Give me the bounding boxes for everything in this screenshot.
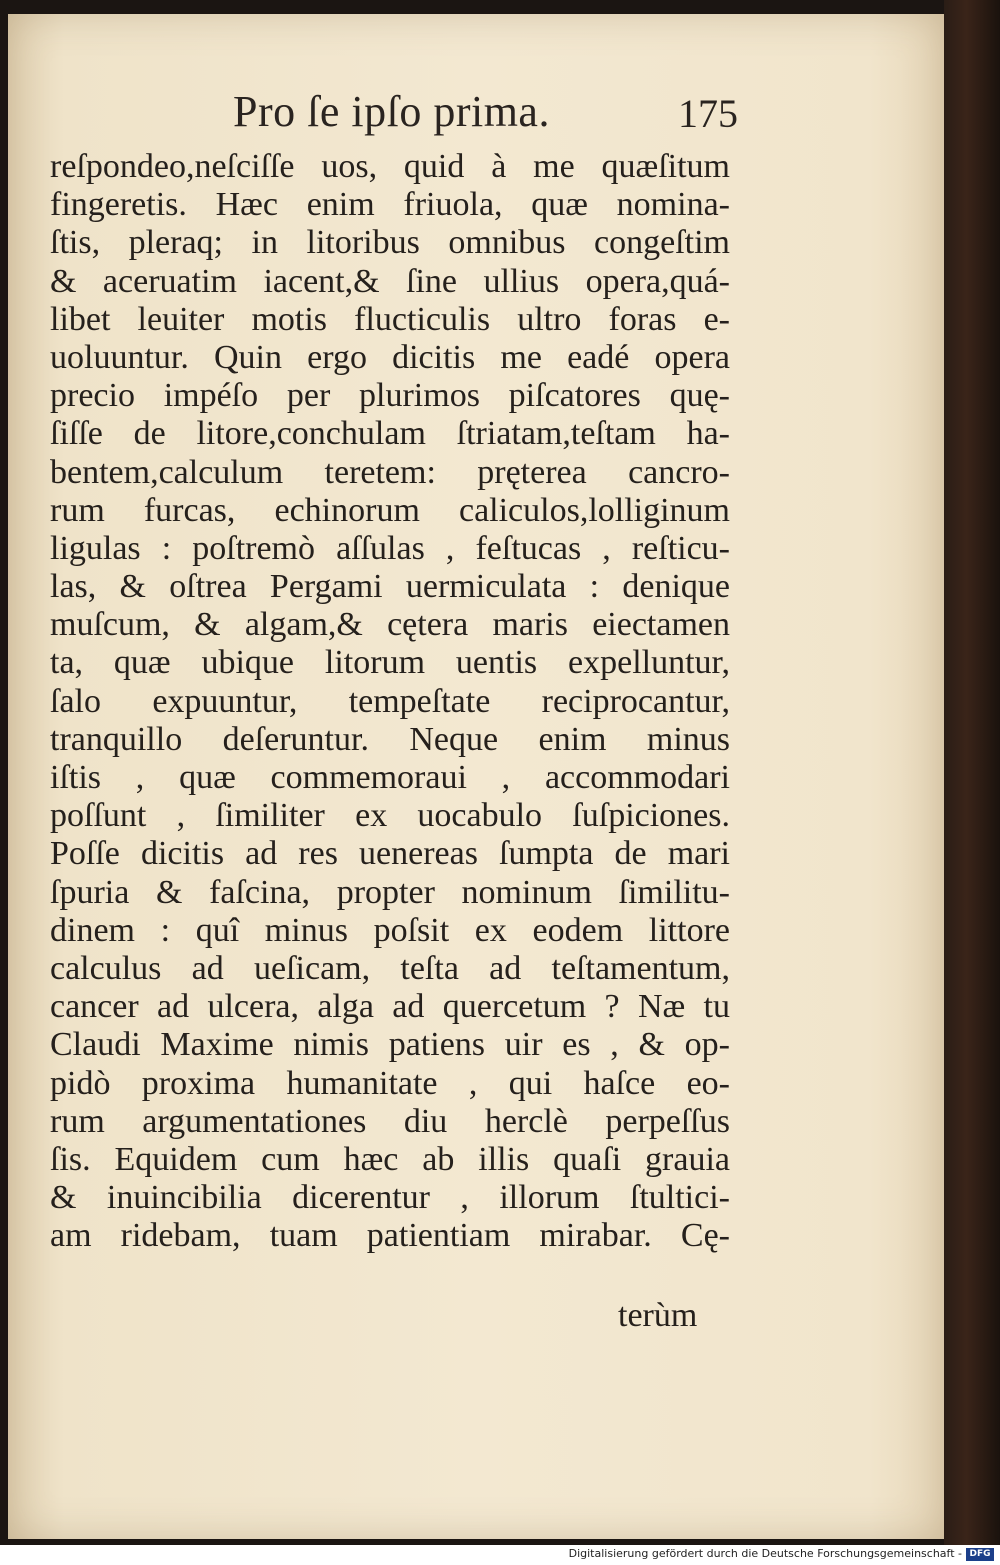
book-page: [8, 14, 944, 1539]
text-line: cancer ad ulcera, alga ad quercetum ? Næ tu: [50, 988, 730, 1026]
text-line: ſtis, pleraq; in litoribus omnibus congeſtim: [50, 224, 730, 262]
text-line: calculus ad ueſicam, teſta ad teſtamentum,: [50, 949, 730, 987]
text-line: ſalo expuuntur, tempeſtate reciprocantur,: [50, 682, 730, 720]
text-line: reſpondeo,neſciſſe uos, quid à me quæſitum: [50, 148, 730, 185]
body-text: [50, 148, 730, 1255]
text-line: precio impéſo per plurimos piſcatores quę-: [50, 377, 730, 415]
text-line: uoluuntur. Quin ergo dicitis me eadé opera: [50, 338, 730, 376]
text-line: rum furcas, echinorum caliculos,lolliginum: [50, 491, 730, 529]
text-line: bentem,calculum teretem: pręterea cancro-: [50, 453, 730, 491]
running-title: Pro ſe ipſo prima.: [233, 87, 550, 136]
text-line: rum argumentationes diu herclè perpeſſus: [50, 1102, 730, 1140]
text-line: libet leuiter motis flucticulis ultro foras e-: [50, 300, 730, 338]
text-line: ta, quæ ubique litorum uentis expelluntur,: [50, 644, 730, 682]
text-line: poſſunt , ſimiliter ex uocabulo ſuſpiciones.: [50, 797, 730, 835]
text-line: muſcum, & algam,& cętera maris eiectamen: [50, 606, 730, 644]
dfg-logo: DFG: [966, 1548, 994, 1561]
text-line: fingeretis. Hæc enim friuola, quæ nomina-: [50, 186, 730, 224]
text-line: pidò proxima humanitate , qui haſce eo-: [50, 1064, 730, 1102]
text-line: iſtis , quæ commemoraui , accommodari: [50, 759, 730, 796]
text-line: Poſſe dicitis ad res uenereas ſumpta de mari: [50, 835, 730, 873]
page-number: 175: [678, 91, 738, 136]
text-line: & aceruatim iacent,& ſine ullius opera,quá-: [50, 262, 730, 300]
book-spine: [944, 0, 1000, 1545]
page-header: [48, 86, 738, 146]
text-line: ſiſſe de litore,conchulam ſtriatam,teſtam ha-: [50, 415, 730, 453]
text-line: & inuincibilia dicerentur , illorum ſtultici-: [50, 1179, 730, 1217]
text-line: am ridebam, tuam patientiam mirabar. Cę-: [50, 1217, 730, 1255]
digitization-footer: [0, 1545, 1000, 1565]
text-line: las, & oſtrea Pergami uermiculata : denique: [50, 568, 730, 606]
text-line: Claudi Maxime nimis patiens uir es , & op-: [50, 1026, 730, 1064]
text-line: ſis. Equidem cum hæc ab illis quaſi grauia: [50, 1140, 730, 1178]
funding-credit: Digitalisierung gefördert durch die Deutsche Forschungsgemeinschaft -: [568, 1547, 962, 1560]
text-line: ſpuria & faſcina, propter nominum ſimilitu-: [50, 873, 730, 911]
text-line: dinem : quî minus poſsit ex eodem littore: [50, 911, 730, 949]
text-line: tranquillo deſeruntur. Neque enim minus: [50, 720, 730, 758]
text-line: ligulas : poſtremò aſſulas , feſtucas , reſticu-: [50, 529, 730, 567]
catchword: terùm: [618, 1297, 698, 1334]
